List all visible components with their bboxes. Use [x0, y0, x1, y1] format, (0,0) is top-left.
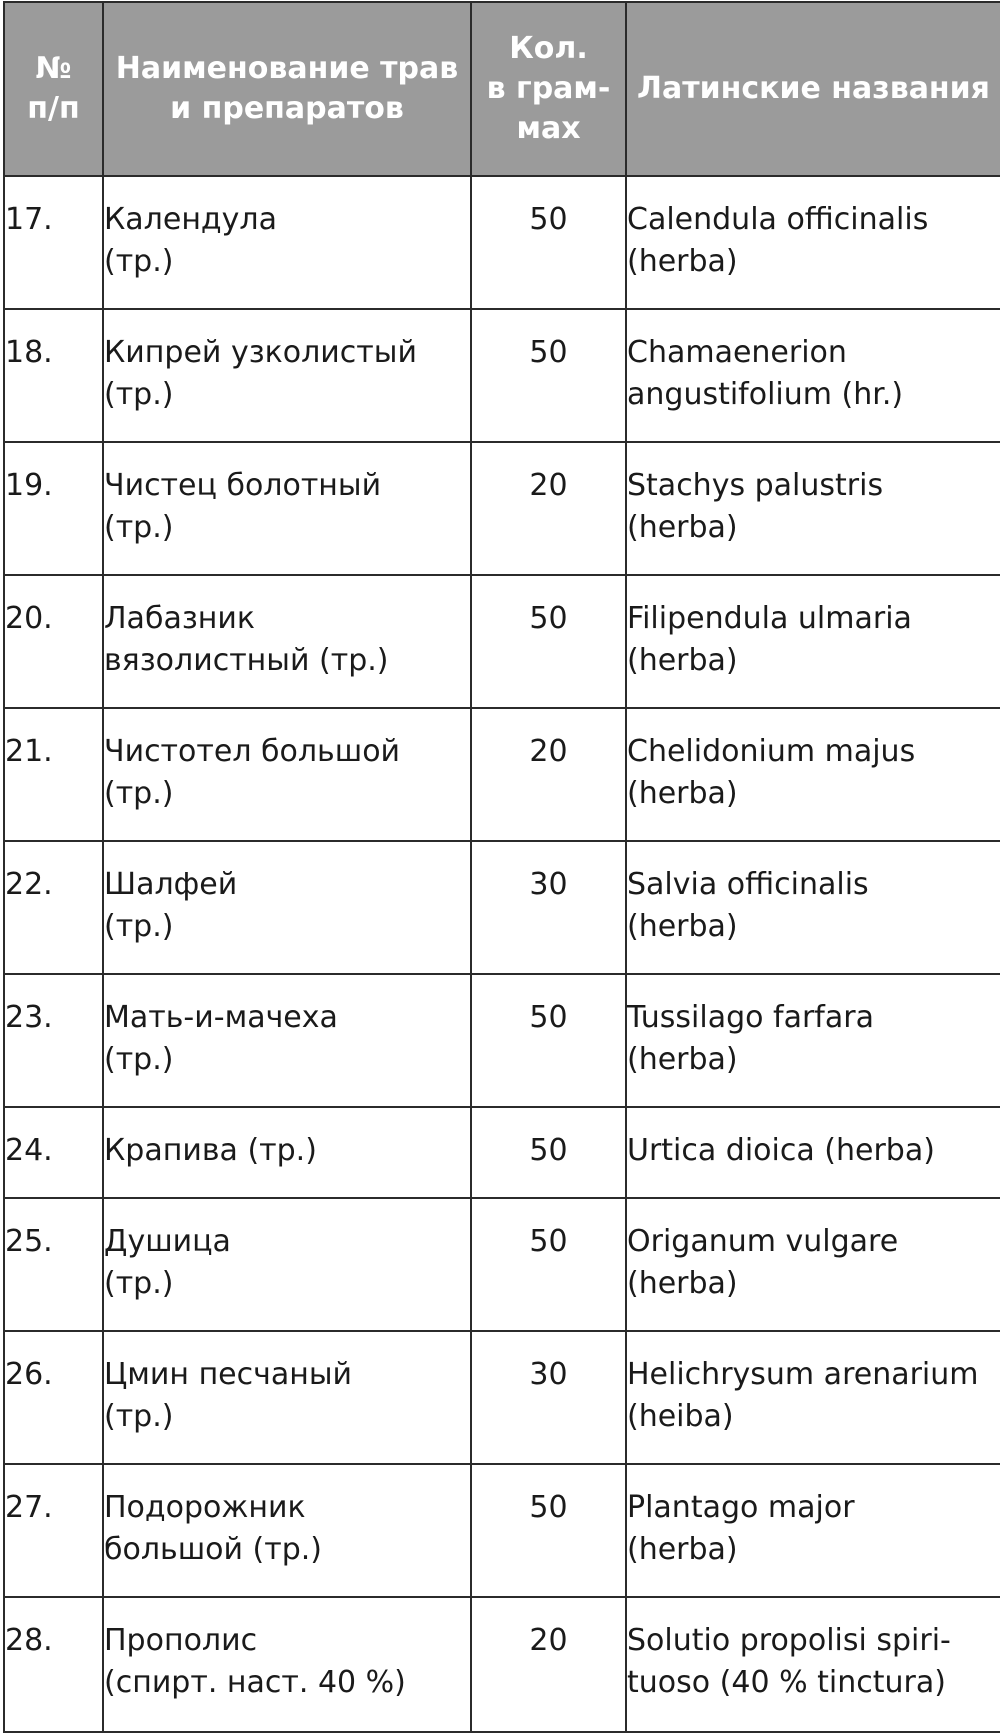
table-header	[4, 2, 1000, 176]
latin-name-line: angustifolium (hr.)	[627, 377, 904, 412]
cell-herb-name	[103, 1198, 471, 1331]
herb-name-line: (спирт. наст. 40 %)	[104, 1665, 406, 1700]
header-qty	[471, 2, 626, 176]
cell-latin-name	[626, 1597, 1000, 1732]
latin-name-line: (herba)	[627, 909, 738, 944]
header-num-line: п/п	[27, 91, 80, 126]
latin-name-line: Filipendula ulmaria	[627, 601, 912, 636]
herb-name-line: Прополис	[104, 1623, 258, 1658]
header-row	[4, 2, 1000, 176]
table-row	[4, 841, 1000, 974]
cell-quantity: 30	[471, 1331, 626, 1464]
latin-name-line: Tussilago farfara	[627, 1000, 874, 1035]
header-name	[103, 2, 471, 176]
latin-name-line: Plantago major	[627, 1490, 855, 1525]
cell-number: 21.	[4, 708, 103, 841]
cell-quantity: 30	[471, 841, 626, 974]
cell-quantity: 50	[471, 575, 626, 708]
latin-name-line: Salvia officinalis	[627, 867, 869, 902]
cell-number: 23.	[4, 974, 103, 1107]
herbs-table	[3, 1, 1000, 1733]
latin-name-line: Chamaenerion	[627, 335, 847, 370]
latin-name-line: tuoso (40 % tinctura)	[627, 1665, 946, 1700]
table-row	[4, 575, 1000, 708]
herb-name-line: (тр.)	[104, 1399, 174, 1434]
header-name-line: и препаратов	[170, 91, 404, 126]
cell-quantity: 50	[471, 1198, 626, 1331]
herb-name-line: Календула	[104, 202, 277, 237]
cell-quantity: 50	[471, 309, 626, 442]
header-num	[4, 2, 103, 176]
cell-latin-name	[626, 1331, 1000, 1464]
cell-quantity: 20	[471, 708, 626, 841]
cell-herb-name	[103, 176, 471, 309]
latin-name-line: Solutio propolisi spiri-	[627, 1623, 951, 1658]
cell-number: 22.	[4, 841, 103, 974]
cell-number: 24.	[4, 1107, 103, 1198]
cell-quantity: 50	[471, 1464, 626, 1597]
header-latin	[626, 2, 1000, 176]
herb-name-line: Мать-и-мачеха	[104, 1000, 338, 1035]
table-row	[4, 1464, 1000, 1597]
cell-latin-name	[626, 176, 1000, 309]
herb-name-line: Чистотел большой	[104, 734, 401, 769]
table-row	[4, 309, 1000, 442]
cell-quantity: 20	[471, 1597, 626, 1732]
cell-herb-name	[103, 1331, 471, 1464]
header-name-line: Наименование трав	[115, 51, 459, 86]
herb-name-line: Шалфей	[104, 867, 238, 902]
herb-name-line: (тр.)	[104, 244, 174, 279]
cell-latin-name	[626, 974, 1000, 1107]
header-latin-line: Латинские названия	[637, 71, 990, 106]
cell-number: 17.	[4, 176, 103, 309]
latin-name-line: Stachys palustris	[627, 468, 884, 503]
cell-herb-name	[103, 708, 471, 841]
table-row	[4, 1107, 1000, 1198]
herb-name-line: большой (тр.)	[104, 1532, 323, 1567]
cell-herb-name	[103, 442, 471, 575]
cell-herb-name	[103, 1464, 471, 1597]
herb-name-line: Кипрей узколистый	[104, 335, 417, 370]
latin-name-line: (herba)	[627, 1266, 738, 1301]
herb-name-line: Подорожник	[104, 1490, 306, 1525]
latin-name-line: (herba)	[627, 776, 738, 811]
cell-quantity: 50	[471, 974, 626, 1107]
cell-quantity: 50	[471, 1107, 626, 1198]
header-qty-line: в грам-	[486, 71, 611, 106]
cell-latin-name	[626, 442, 1000, 575]
header-qty-line: Кол.	[509, 31, 588, 66]
herb-name-line: Лабазник	[104, 601, 256, 636]
cell-herb-name	[103, 974, 471, 1107]
latin-name-line: (herba)	[627, 244, 738, 279]
herb-name-line: Крапива (тр.)	[104, 1133, 317, 1168]
cell-number: 28.	[4, 1597, 103, 1732]
cell-herb-name	[103, 309, 471, 442]
herb-name-line: вязолистный (тр.)	[104, 643, 389, 678]
latin-name-line: Urtica dioica (herba)	[627, 1133, 935, 1168]
table-row	[4, 442, 1000, 575]
table-row	[4, 1597, 1000, 1732]
herb-name-line: Чистец болотный	[104, 468, 382, 503]
table-row	[4, 708, 1000, 841]
latin-name-line: (heiba)	[627, 1399, 734, 1434]
table-body	[4, 176, 1000, 1732]
cell-number: 25.	[4, 1198, 103, 1331]
cell-latin-name	[626, 708, 1000, 841]
latin-name-line: (herba)	[627, 1042, 738, 1077]
cell-number: 26.	[4, 1331, 103, 1464]
latin-name-line: (herba)	[627, 510, 738, 545]
herb-name-line: (тр.)	[104, 377, 174, 412]
cell-number: 18.	[4, 309, 103, 442]
cell-number: 19.	[4, 442, 103, 575]
cell-latin-name	[626, 1198, 1000, 1331]
header-qty-line: мах	[516, 111, 581, 146]
cell-latin-name	[626, 309, 1000, 442]
cell-herb-name	[103, 1597, 471, 1732]
latin-name-line: Helichrysum arenarium	[627, 1357, 979, 1392]
table-row	[4, 1331, 1000, 1464]
latin-name-line: (herba)	[627, 1532, 738, 1567]
herb-name-line: (тр.)	[104, 1266, 174, 1301]
herb-name-line: (тр.)	[104, 776, 174, 811]
herb-name-line: (тр.)	[104, 909, 174, 944]
latin-name-line: Chelidonium majus	[627, 734, 916, 769]
latin-name-line: Calendula officinalis	[627, 202, 929, 237]
cell-number: 20.	[4, 575, 103, 708]
cell-number: 27.	[4, 1464, 103, 1597]
table-row	[4, 1198, 1000, 1331]
cell-latin-name	[626, 1464, 1000, 1597]
cell-latin-name	[626, 841, 1000, 974]
cell-quantity: 20	[471, 442, 626, 575]
herb-name-line: Душица	[104, 1224, 231, 1259]
cell-herb-name	[103, 1107, 471, 1198]
cell-latin-name	[626, 1107, 1000, 1198]
table-row	[4, 176, 1000, 309]
latin-name-line: (herba)	[627, 643, 738, 678]
table-row	[4, 974, 1000, 1107]
latin-name-line: Origanum vulgare	[627, 1224, 899, 1259]
header-num-line: №	[35, 51, 72, 86]
cell-latin-name	[626, 575, 1000, 708]
cell-quantity: 50	[471, 176, 626, 309]
cell-herb-name	[103, 575, 471, 708]
herb-name-line: (тр.)	[104, 510, 174, 545]
herb-name-line: (тр.)	[104, 1042, 174, 1077]
herb-name-line: Цмин песчаный	[104, 1357, 353, 1392]
cell-herb-name	[103, 841, 471, 974]
